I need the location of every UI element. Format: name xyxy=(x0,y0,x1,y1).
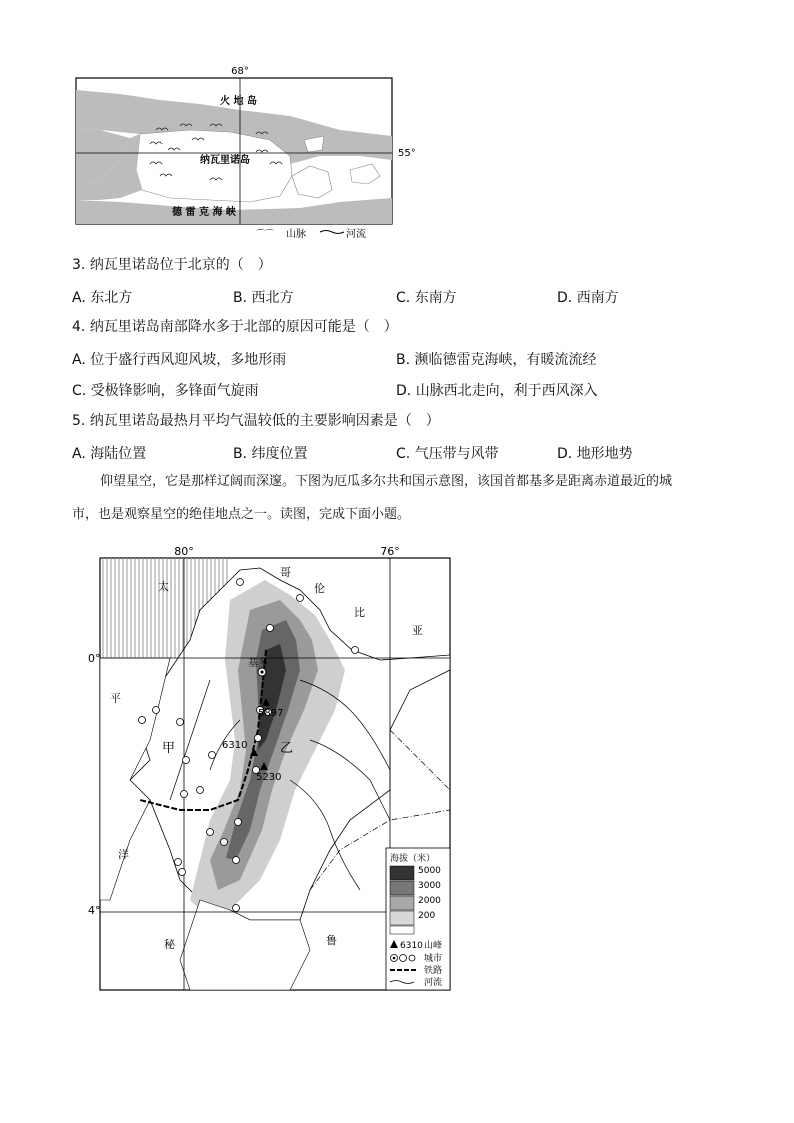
question-number: 4. xyxy=(72,319,86,335)
legend-200: 200 xyxy=(418,911,436,921)
option-key: C. xyxy=(396,290,411,306)
label-ping: 平 xyxy=(110,692,121,705)
map2-legend xyxy=(386,848,450,990)
capital-quito-icon xyxy=(258,668,266,676)
intro-paragraph xyxy=(72,465,732,531)
legend-peak: 山峰 xyxy=(424,941,443,951)
lon-80-label: 80° xyxy=(174,545,194,558)
legend-swatch-2000 xyxy=(390,896,414,910)
question-5 xyxy=(72,411,440,431)
map-1 xyxy=(60,60,420,250)
map1-legend-mountain: 山脉 xyxy=(286,229,306,240)
label-ge: 哥 xyxy=(280,566,291,579)
map1-lat-label: 55° xyxy=(398,148,416,159)
option-text: 西北方 xyxy=(251,290,294,306)
question-3 xyxy=(72,255,272,275)
label-tai: 太 xyxy=(158,580,169,593)
question-text: 纳瓦里诺岛南部降水多于北部的原因可能是（ ） xyxy=(89,319,398,335)
option-key: D. xyxy=(557,290,573,306)
legend-swatch-5000 xyxy=(390,866,414,880)
legend-peak-num: 6310 xyxy=(400,941,423,951)
map-2 xyxy=(90,540,470,1000)
question-4 xyxy=(72,317,398,337)
option-key: B. xyxy=(233,290,248,306)
lat-4-label: 4° xyxy=(88,904,101,917)
label-bi: 比 xyxy=(354,606,365,619)
legend-5000: 5000 xyxy=(418,866,441,876)
label-lu: 鲁 xyxy=(326,934,337,947)
legend-city: 城市 xyxy=(424,954,443,964)
q3-option-a[interactable] xyxy=(72,287,132,307)
label-yi: 乙 xyxy=(280,741,294,756)
option-key: D. xyxy=(396,383,412,399)
map1-label-drake: 德 雷 克 海 峡 xyxy=(172,207,236,218)
option-text: 气压带与风带 xyxy=(414,446,499,462)
legend-city-icons xyxy=(391,955,416,962)
map-2-svg xyxy=(90,540,470,1000)
option-text: 位于盛行西风迎风坡，多地形雨 xyxy=(90,352,287,368)
river-symbol-icon xyxy=(320,231,344,234)
option-text: 纬度位置 xyxy=(251,446,308,462)
label-jia: 甲 xyxy=(162,741,176,756)
q3-option-b[interactable] xyxy=(233,287,294,307)
q5-option-d[interactable] xyxy=(557,443,633,463)
legend-railway: 铁路 xyxy=(424,966,443,976)
map1-lon-label: 68° xyxy=(231,66,249,77)
q5-option-b[interactable] xyxy=(233,443,308,463)
option-key: C. xyxy=(72,383,87,399)
option-key: B. xyxy=(233,446,248,462)
label-peak-5230: 5230 xyxy=(256,772,282,783)
option-key: A. xyxy=(72,290,86,306)
option-text: 地形地势 xyxy=(576,446,633,462)
map1-legend-river: 河流 xyxy=(346,229,366,240)
legend-swatch-3000 xyxy=(390,881,414,895)
label-peak-6310: 6310 xyxy=(222,740,248,751)
map1-label-fire-island: 火 地 岛 xyxy=(220,96,257,107)
legend-3000: 3000 xyxy=(418,881,441,891)
question-number: 3. xyxy=(72,257,86,273)
map1-navarino-island xyxy=(136,130,292,202)
q4-option-a[interactable] xyxy=(72,349,286,369)
q3-option-d[interactable] xyxy=(557,287,619,307)
option-text: 山脉西北走向，利于西风深入 xyxy=(415,383,598,399)
option-text: 海陆位置 xyxy=(90,446,147,462)
legend-swatch-200 xyxy=(390,911,414,925)
map1-label-navarino: 纳瓦里诺岛 xyxy=(200,155,250,166)
map1-legend-mountain-symbol: ⌒⌒ xyxy=(256,230,275,240)
q4-option-b[interactable] xyxy=(396,349,597,369)
q4-option-c[interactable] xyxy=(72,380,259,400)
label-quito: 基多 xyxy=(248,658,268,669)
legend-2000: 2000 xyxy=(418,896,441,906)
option-text: 东南方 xyxy=(414,290,457,306)
option-key: A. xyxy=(72,446,86,462)
option-key: A. xyxy=(72,352,86,368)
legend-river: 河流 xyxy=(424,978,443,988)
legend-swatch-low xyxy=(390,926,414,934)
option-key: D. xyxy=(557,446,573,462)
option-text: 西南方 xyxy=(576,290,619,306)
lat-0-label: 0° xyxy=(88,652,101,665)
option-key: C. xyxy=(396,446,411,462)
question-text: 纳瓦里诺岛位于北京的（ ） xyxy=(89,257,272,273)
option-key: B. xyxy=(396,352,411,368)
q3-option-c[interactable] xyxy=(396,287,457,307)
legend-title: 海拔（米） xyxy=(390,854,436,864)
q5-option-c[interactable] xyxy=(396,443,499,463)
option-text: 濒临德雷克海峡，有暖流流经 xyxy=(414,352,597,368)
intro-line-2: 市，也是观察星空的绝佳地点之一。读图，完成下面小题。 xyxy=(72,507,411,522)
question-text: 纳瓦里诺岛最热月平均气温较低的主要影响因素是（ ） xyxy=(89,413,440,429)
intro-line-1: 仰望星空，它是那样辽阔而深邃。下图为厄瓜多尔共和国示意图，该国首都基多是距离赤道最近的城 xyxy=(100,474,673,489)
label-ya: 亚 xyxy=(412,624,423,637)
question-number: 5. xyxy=(72,413,86,429)
q4-option-d[interactable] xyxy=(396,380,598,400)
lon-76-label: 76° xyxy=(380,545,400,558)
label-peak-5897: 5897 xyxy=(258,708,284,719)
option-text: 受极锋影响，多锋面气旋雨 xyxy=(90,383,259,399)
label-mi: 秘 xyxy=(164,938,175,951)
option-text: 东北方 xyxy=(90,290,133,306)
map-1-svg xyxy=(60,60,420,250)
label-yang: 洋 xyxy=(118,848,129,861)
label-lun: 伦 xyxy=(314,582,325,595)
q5-option-a[interactable] xyxy=(72,443,146,463)
